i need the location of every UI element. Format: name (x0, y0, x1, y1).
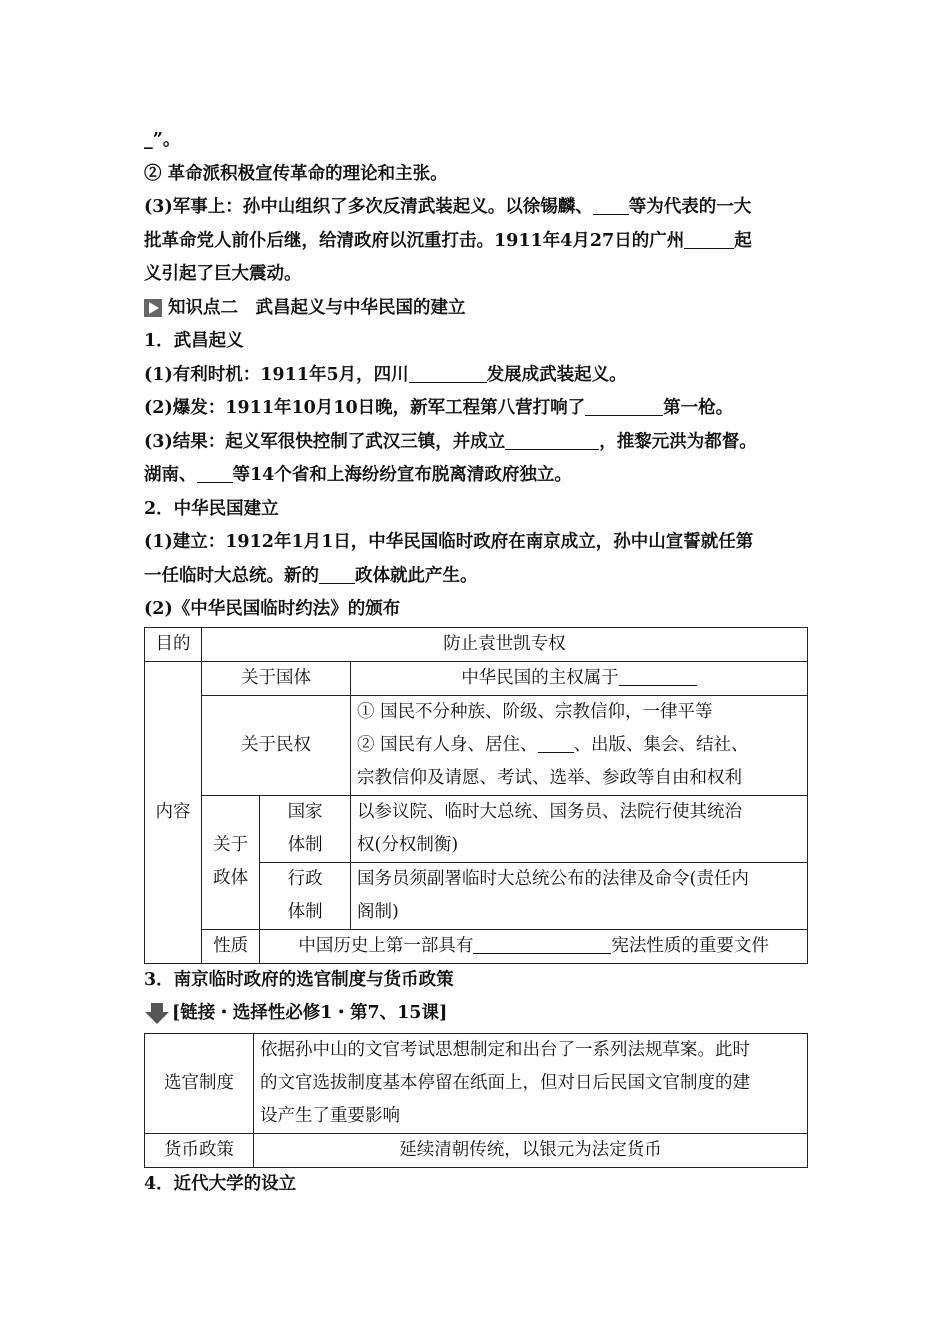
text-line: (1)有利时机：1911年5月，四川 发展成武装起义。 (144, 364, 627, 385)
cell-line: ② 国民有人身、居住、 、出版、集会、结社、 (357, 734, 749, 755)
table-cell (351, 862, 808, 929)
cell-line: 以参议院、临时大总统、国务员、法院行使其统治 (357, 801, 742, 822)
text-line: (1)建立：1912年1月1日，中华民国临时政府在南京成立，孙中山宣誓就任第 (144, 532, 754, 552)
answer-blank[interactable] (585, 397, 663, 416)
answer-blank[interactable] (409, 363, 487, 382)
text-line: (3)结果：起义军很快控制了武汉三镇，并成立 ，推黎元洪为都督。 (144, 431, 757, 452)
subheading: 4．近代大学的设立 (144, 1173, 297, 1194)
cell-line: 宗教信仰及请愿、考试、选举、参政等自由和权利 (357, 767, 742, 788)
cell-line: 设产生了重要影响 (260, 1105, 400, 1126)
text-line: 湖南、 等14个省和上海纷纷宣布脱离清政府独立。 (144, 465, 572, 485)
section-heading: 知识点二 武昌起义与中华民国的建立 (144, 292, 808, 326)
subheading: 1．武昌起义 (144, 331, 244, 351)
table-cell: 中华民国的主权属于 (351, 661, 808, 695)
link-note: [链接・选择性必修1・第7、15课] (144, 997, 808, 1031)
cell-line: 行政 (287, 868, 323, 889)
text-line: 一任临时大总统。新的 政体就此产生。 (144, 565, 478, 586)
cell-line: 权(分权制衡) (357, 834, 459, 855)
cell-line: 阁制) (357, 901, 399, 922)
text-line: 义引起了巨大震动。 (144, 264, 302, 284)
text-line: (2)爆发：1911年10月10日晚，新军工程第八营打响了 第一枪。 (144, 398, 734, 418)
cell-line: 关于 (213, 835, 249, 855)
provisional-constitution-table (144, 627, 808, 964)
down-arrow-icon (144, 1003, 170, 1025)
text-line: (3)军事上：孙中山组织了多次反清武装起义。以徐锡麟、 等为代表的一大 (144, 197, 752, 217)
officials-currency-table (144, 1033, 808, 1168)
table-cell (254, 1033, 808, 1133)
subheading: 3．南京临时政府的选官制度与货币政策 (144, 969, 454, 990)
answer-blank[interactable] (319, 564, 355, 583)
answer-blank[interactable] (684, 229, 734, 248)
table-cell: 目的 (145, 627, 202, 661)
cell-line: 体制 (287, 834, 323, 855)
answer-blank[interactable] (197, 464, 233, 483)
text-line: (2)《中华民国临时约法》的颁布 (144, 599, 401, 619)
answer-blank[interactable] (593, 196, 629, 215)
text-line: 批革命党人前仆后继，给清政府以沉重打击。1911年4月27日的广州 起 (144, 230, 752, 251)
table-cell: 中国历史上第一部具有 宪法性质的重要文件 (260, 929, 808, 963)
table-cell: 选官制度 (145, 1033, 254, 1133)
table-cell: 防止袁世凯专权 (202, 627, 808, 661)
table-cell: 内容 (145, 661, 202, 963)
answer-blank[interactable] (505, 430, 599, 449)
table-cell: 货币政策 (145, 1133, 254, 1167)
cell-line: 国家 (287, 801, 323, 822)
table-cell (351, 695, 808, 795)
answer-blank[interactable] (619, 666, 697, 685)
cell-line: 体制 (287, 901, 323, 922)
table-cell (260, 795, 351, 862)
table-cell (260, 862, 351, 929)
answer-blank[interactable] (473, 934, 611, 953)
table-cell: 性质 (202, 929, 260, 963)
table-cell: 关于民权 (202, 695, 351, 795)
cell-line: 的文官选拔制度基本停留在纸面上，但对日后民国文官制度的建 (260, 1072, 750, 1093)
answer-blank[interactable] (538, 733, 574, 752)
cell-line: 依据孙中山的文官考试思想制定和出台了一系列法规草案。此时 (260, 1039, 750, 1060)
cell-line: 国务员须副署临时大总统公布的法律及命令(责任内 (357, 868, 749, 889)
table-cell: 延续清朝传统，以银元为法定货币 (254, 1133, 808, 1167)
table-cell (351, 795, 808, 862)
subheading: 2．中华民国建立 (144, 498, 279, 519)
text-line: ② 革命派积极宣传革命的理论和主张。 (144, 163, 448, 184)
document-page (144, 124, 808, 1201)
text-line: _”。 (144, 130, 181, 150)
table-cell (202, 795, 260, 929)
cell-line: ① 国民不分种族、阶级、宗教信仰，一律平等 (357, 701, 713, 722)
table-cell: 关于国体 (202, 661, 351, 695)
play-icon (144, 299, 162, 317)
cell-line: 政体 (213, 868, 249, 888)
